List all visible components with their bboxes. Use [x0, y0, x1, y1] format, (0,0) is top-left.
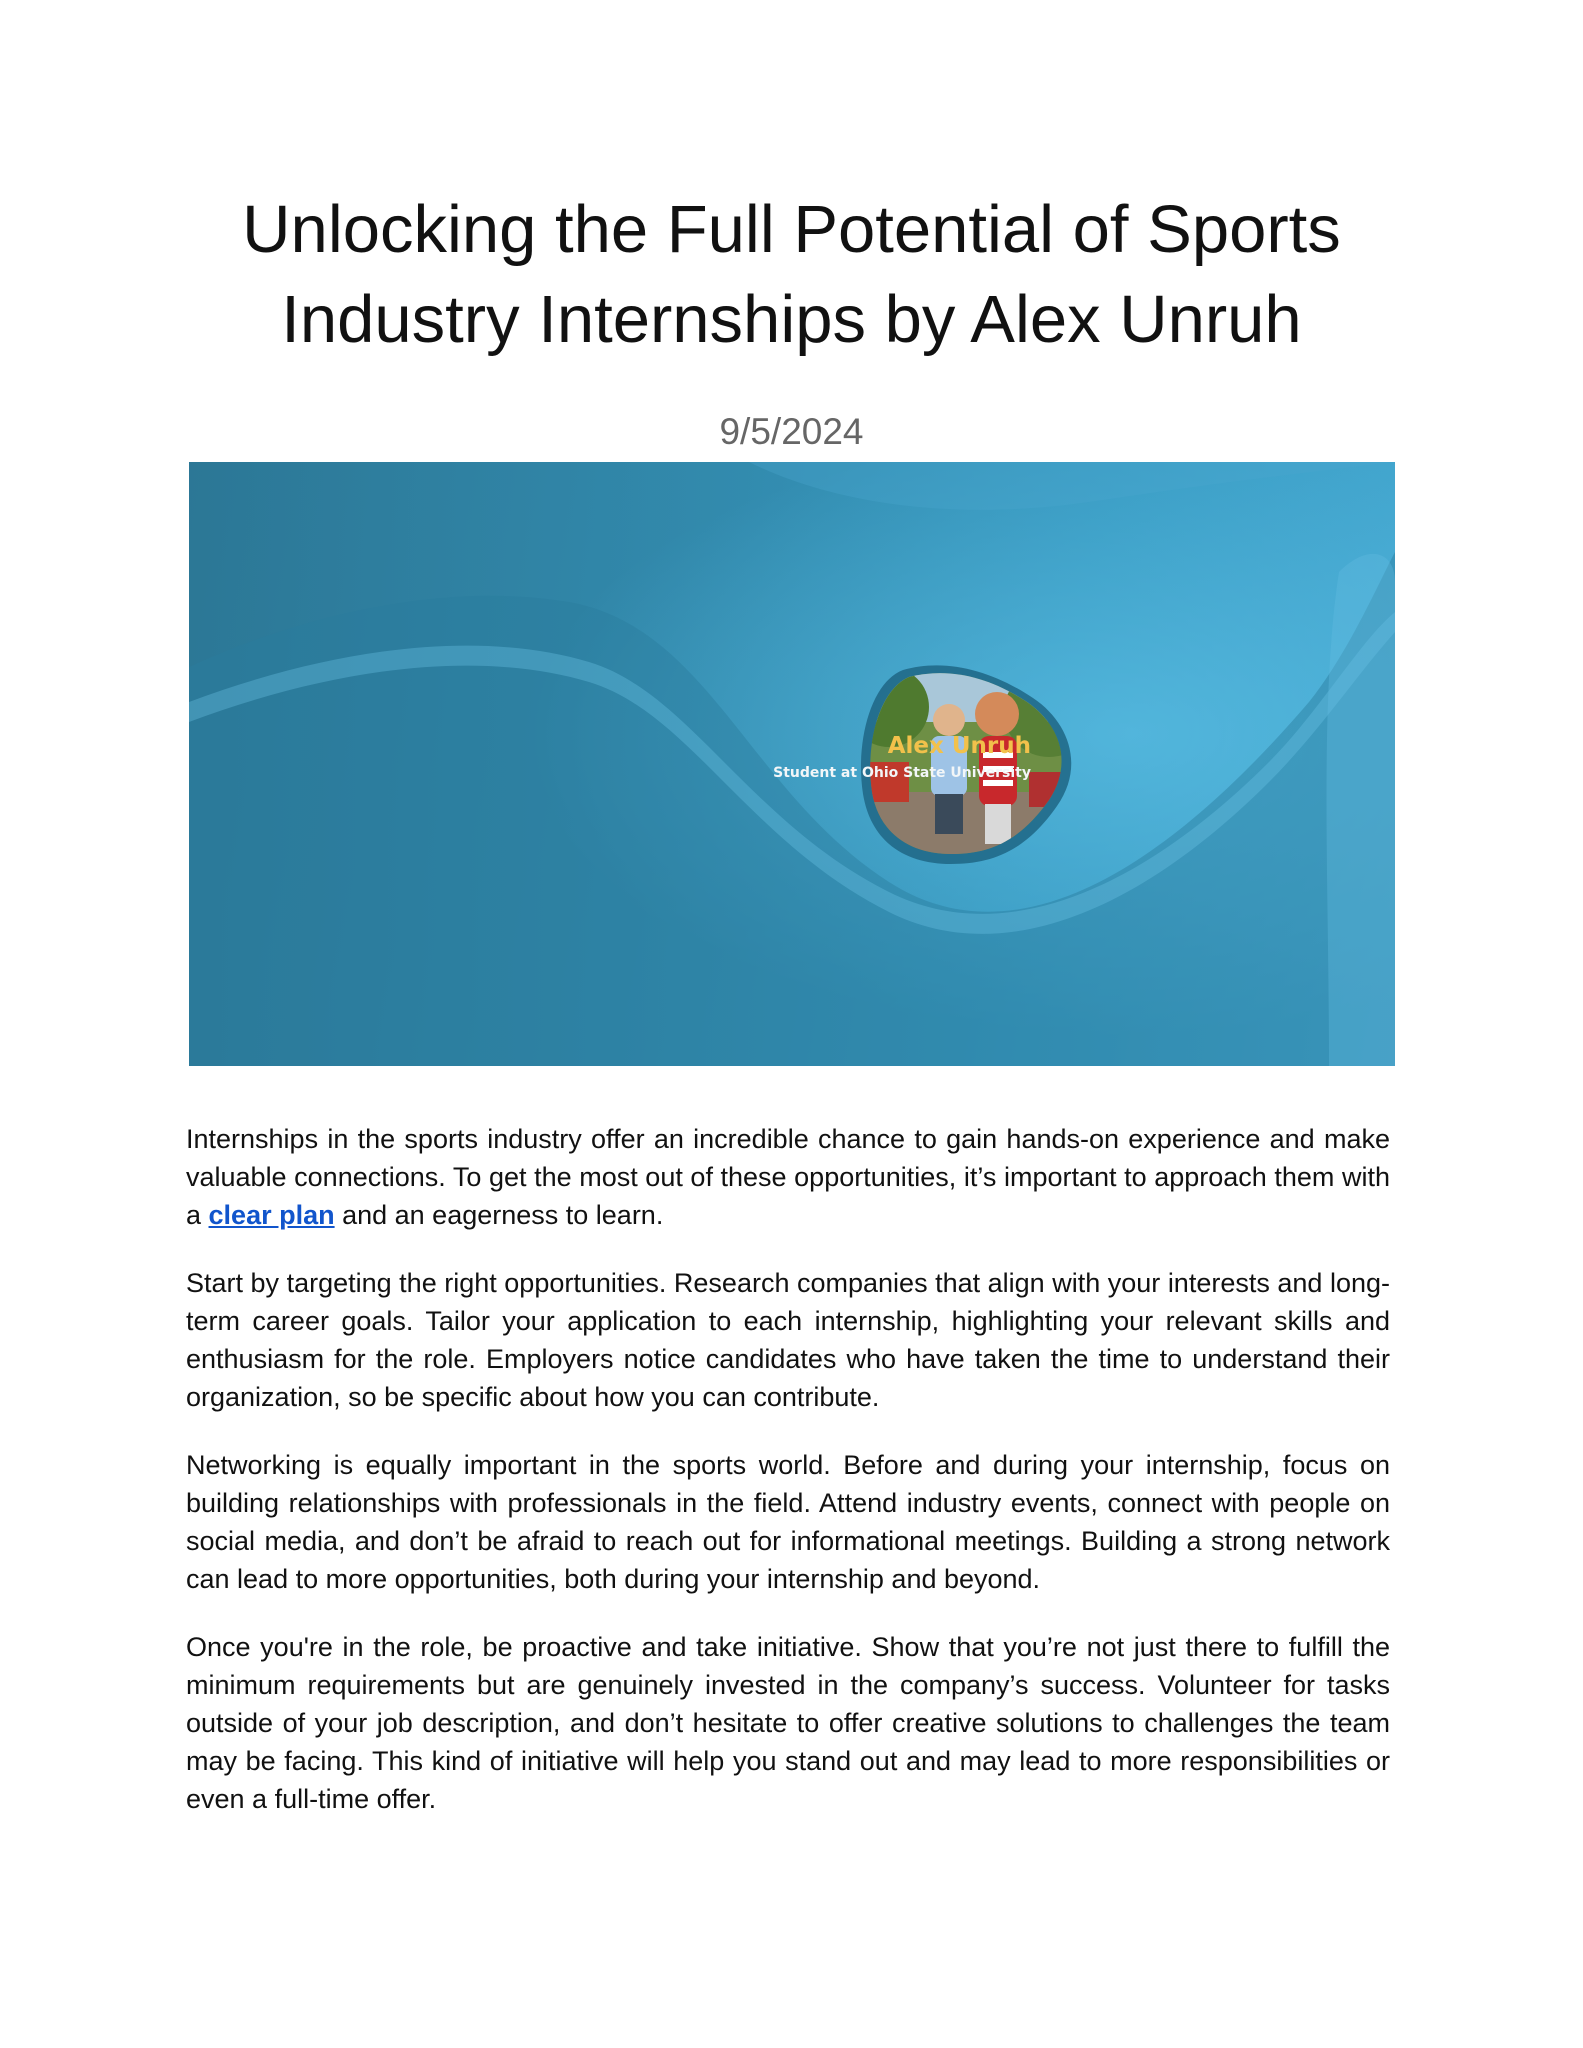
paragraph-4: Once you're in the role, be proactive and take initiative. Show that you’re not just there to fulfill the minimum requirements but are genuinely invested in the company’s success. Volunteer for tasks outside of your job description, and don’t hesitate to offer creative solutions to challenges the team may be facing. This kind of initiative will help you stand out and may lead to more responsibilities or even a full-time offer.	[186, 1632, 1390, 1814]
paragraph-3: Networking is equally important in the sports world. Before and during your internship, focus on building relationships with professionals in the field. Attend industry events, connect with people on social media, and don’t be afraid to reach out for informational meetings. Building a strong network can lead to more opportunities, both during your internship and beyond.	[186, 1450, 1390, 1594]
clear-plan-link[interactable]: clear plan	[208, 1200, 335, 1230]
title-line-1: Unlocking the Full Potential of Sports	[242, 192, 1341, 267]
paragraph-1	[186, 1120, 1390, 1234]
paragraph-1-text-start: Internships in the sports industry offer an incredible chance to gain hands-on experience and make valuable connections. To get the most out of these opportunities, it’s important to approach them with a	[186, 1124, 1390, 1230]
paragraph-2: Start by targeting the right opportunities. Research companies that align with your interests and long-term career goals. Tailor your application to each internship, highlighting your relevant skills and enthusiasm for the role. Employers notice candidates who have taken the time to understand their organization, so be specific about how you can contribute.	[186, 1268, 1390, 1412]
paragraph-1-text-end: and an eagerness to learn.	[334, 1200, 664, 1230]
banner-name: Alex Unruh	[887, 733, 1031, 759]
banner-role: Student at Ohio State University	[773, 765, 1031, 781]
publish-date: 9/5/2024	[719, 411, 864, 452]
article-body	[186, 1120, 1390, 1848]
title-line-2: Industry Internships by Alex Unruh	[281, 282, 1302, 357]
page-title	[150, 185, 1433, 365]
header-banner-image	[189, 462, 1395, 1066]
